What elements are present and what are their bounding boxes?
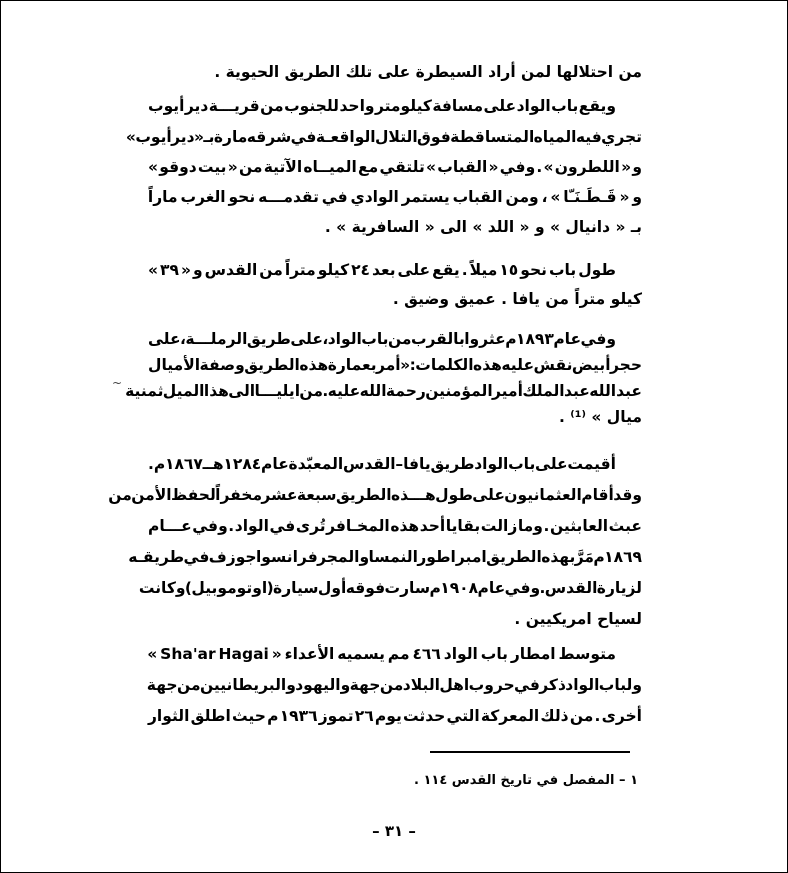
text-line: و « اللطرون » . وفي « القباب » تلتقي مع الميــاه الآتية من « بيت دوقو » [148,158,642,176]
text-line: وفي عام ١٨٩٣ م عثروا بالقرب من باب الواد ، على طريق الرملـــة ، على [148,330,616,348]
text-line: كيلو متراً من يافا . عميق وضيق . [392,290,642,308]
page-number: – ٣١ – [372,822,416,840]
footnote-divider [430,751,630,753]
text-line: حجر أبيض نقش عليه هذه الكلمات : « أمر بعمارة هذه الطريق وصفة الأميال [148,356,642,374]
text-line: ميال » ⁽¹⁾ . [558,408,642,426]
text-line: تجري فيه المياه المتساقطة فوق التلال الواقعـة في شرقه مارة بـ « دير أيوب » [125,128,642,146]
text-line: و « قَـطَـنَـّا » ، ومن القباب يستمر الوادي في تقدمـــه نحو الغرب ماراً [147,188,642,206]
text-line: ١٨٦٩ م مَرَّ بهذه الطريق امبراطور النمسا والمجر فرانسوا جوزف في طريقـه [128,548,642,566]
text-line: عبدالله عبد الملك أمير المؤمنين رحمة الله عليه . من ايليـــا الى هذا الميل ثمنية [125,382,642,400]
text-line: بـ « دانيال » و « اللد » الى « السافرية » . [324,218,642,236]
text-line: طول باب نحو ١٥ ميلاً . يقع على بعد ٢٤ كيلو متراً من القدس و « ٣٩ » [148,261,616,279]
text-line: من احتلالها لمن أراد السيطرة على تلك الطريق الحيوية . [214,63,642,81]
text-line: متوسط امطار باب الواد ٤٦٦ مم يسميه الأعداء « Sha'ar Hagai » [147,645,616,663]
text-line: ولباب الواد ذكر في حروب اهل البلاد من جهة واليهود والبريطانيين من جهة [146,676,642,694]
text-line: لسياح امريكيين . [514,610,642,628]
text-line: أخرى . من ذلك المعركة التي حدثت يوم ٢٦ تموز ١٩٣٦ م حيث اطلق الثوار [148,707,642,725]
text-line: عبث العابثين . وما زالت بقايا أحد هذه المخـافر تُرى في الواد . وفي عـــام [148,517,642,535]
footnote: ١ – المفصل في تاريخ القدس ١١٤ . [414,773,638,788]
text-line: لزيارة القدس . وفي عام ١٩٠٨ م سارت فوقه أول سيارة ( اوتوموبيل ) وكانت [138,579,642,597]
text-line: وقد أقام العثمانيون على طول هـــذه الطريق سبعة عشر مخفراً لحفظ الأمن من [108,486,642,504]
scan-mark: ~ [112,376,123,390]
text-line: أقيمت على باب الواد طريق يافا– القدس المعبّدة عام ١٢٨٤ هـ ـ ١٨٦٧ م. [148,455,616,473]
text-line: ويقع باب الواد على مسافة كيلومتر واحد للجنوب من قريـــة دير أيوب [148,97,616,115]
